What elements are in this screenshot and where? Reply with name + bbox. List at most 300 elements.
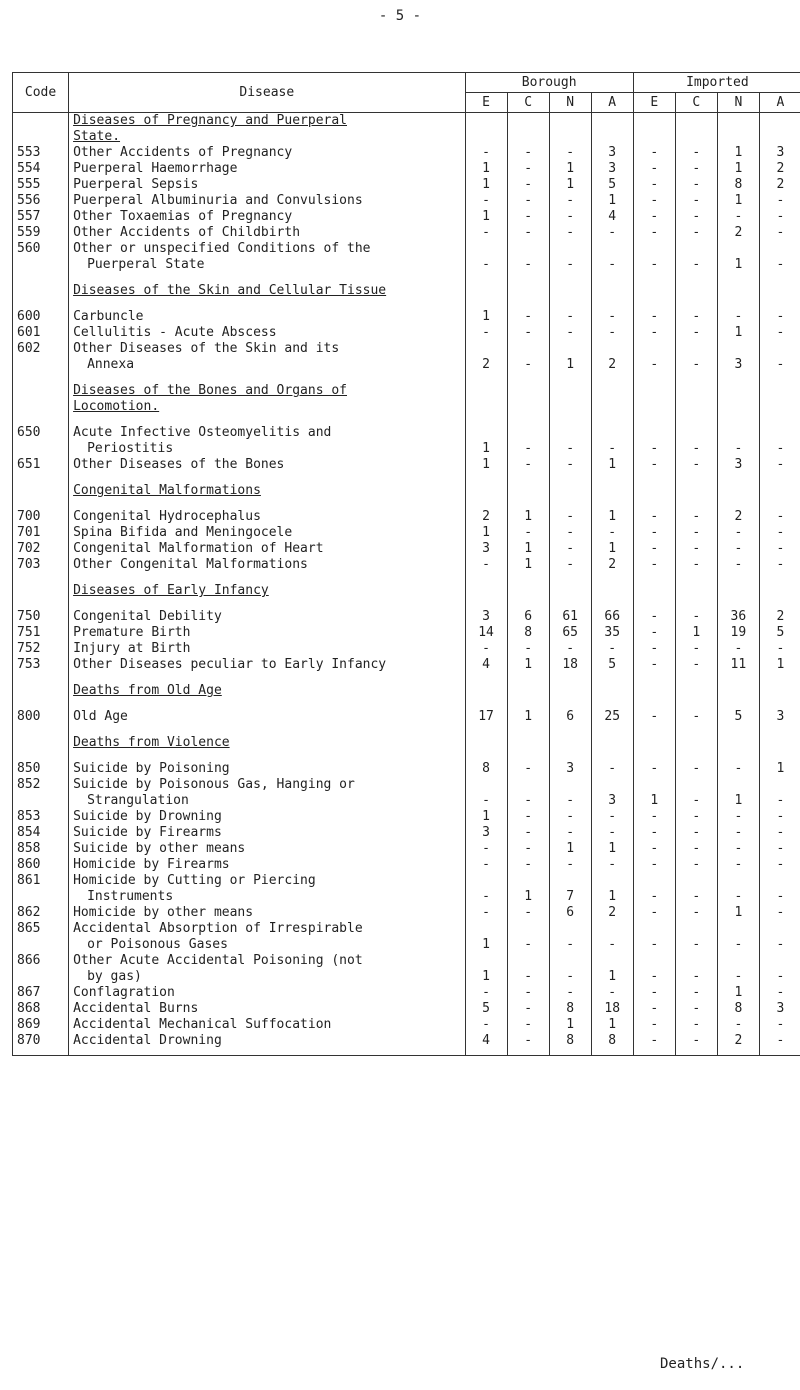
value-cell: -: [591, 525, 633, 541]
value-cell: [549, 953, 591, 969]
value-cell: [465, 573, 507, 583]
value-cell: 1: [759, 657, 800, 673]
disease-cell: Suicide by Poisonous Gas, Hanging or: [69, 777, 465, 793]
table-row: [13, 541, 800, 557]
value-cell: -: [465, 257, 507, 273]
value-cell: [633, 483, 675, 499]
value-cell: [507, 583, 549, 599]
disease-cell: Suicide by other means: [69, 841, 465, 857]
value-cell: -: [759, 1017, 800, 1033]
value-cell: 8: [507, 625, 549, 641]
value-cell: [591, 573, 633, 583]
section-heading-row: [13, 113, 800, 130]
value-cell: 2: [465, 509, 507, 525]
value-cell: [507, 283, 549, 299]
value-cell: [465, 415, 507, 425]
value-cell: -: [675, 525, 717, 541]
value-cell: [717, 699, 759, 709]
value-cell: -: [675, 225, 717, 241]
section-heading-text: Diseases of Pregnancy and Puerperal: [73, 113, 347, 128]
value-cell: [507, 299, 549, 309]
value-cell: [465, 283, 507, 299]
value-cell: [633, 921, 675, 937]
value-cell: -: [507, 761, 549, 777]
value-cell: -: [759, 825, 800, 841]
value-cell: [675, 373, 717, 383]
table-row: [13, 177, 800, 193]
value-cell: [465, 299, 507, 309]
value-cell: 2: [717, 509, 759, 525]
code-cell: [13, 299, 69, 309]
value-cell: [591, 425, 633, 441]
table-row: [13, 525, 800, 541]
value-cell: -: [591, 257, 633, 273]
disease-cell: Injury at Birth: [69, 641, 465, 657]
table-row: [13, 1001, 800, 1017]
value-cell: -: [549, 985, 591, 1001]
bottom-cell: [549, 1049, 591, 1056]
code-cell: [13, 889, 69, 905]
section-heading-text: Diseases of Early Infancy: [73, 583, 269, 598]
value-cell: -: [633, 161, 675, 177]
continuation-footer: Deaths/...: [660, 1356, 745, 1372]
value-cell: 2: [591, 357, 633, 373]
value-cell: -: [759, 809, 800, 825]
value-cell: [591, 599, 633, 609]
value-cell: -: [507, 209, 549, 225]
section-heading: [69, 383, 465, 399]
value-cell: -: [717, 889, 759, 905]
value-cell: [591, 241, 633, 257]
value-cell: -: [675, 841, 717, 857]
value-cell: [465, 241, 507, 257]
value-cell: -: [633, 857, 675, 873]
disease-cell: Puerperal Sepsis: [69, 177, 465, 193]
value-cell: [591, 383, 633, 399]
table-row: [13, 889, 800, 905]
value-cell: [507, 273, 549, 283]
value-cell: [759, 699, 800, 709]
value-cell: [759, 373, 800, 383]
value-cell: 6: [507, 609, 549, 625]
value-cell: 1: [549, 841, 591, 857]
value-cell: 5: [759, 625, 800, 641]
value-cell: [717, 399, 759, 415]
value-cell: [633, 573, 675, 583]
code-cell: 651: [13, 457, 69, 473]
spacer-row: [13, 373, 800, 383]
value-cell: -: [633, 309, 675, 325]
value-cell: -: [675, 905, 717, 921]
value-cell: -: [465, 193, 507, 209]
disease-cell: Accidental Mechanical Suffocation: [69, 1017, 465, 1033]
value-cell: [633, 273, 675, 283]
value-cell: -: [633, 761, 675, 777]
value-cell: [591, 283, 633, 299]
disease-cell: Cellulitis - Acute Abscess: [69, 325, 465, 341]
value-cell: -: [759, 193, 800, 209]
value-cell: [465, 599, 507, 609]
value-cell: [759, 241, 800, 257]
table-row: [13, 357, 800, 373]
disease-cell: Spina Bifida and Meningocele: [69, 525, 465, 541]
value-cell: -: [675, 161, 717, 177]
value-cell: -: [507, 225, 549, 241]
value-cell: [633, 953, 675, 969]
value-cell: [717, 383, 759, 399]
value-cell: [717, 299, 759, 309]
spacer-cell: [69, 415, 465, 425]
value-cell: -: [591, 985, 633, 1001]
value-cell: [549, 113, 591, 130]
value-cell: -: [675, 889, 717, 905]
value-cell: -: [633, 809, 675, 825]
value-cell: -: [717, 937, 759, 953]
value-cell: -: [549, 641, 591, 657]
value-cell: [759, 483, 800, 499]
value-cell: [591, 921, 633, 937]
value-cell: -: [507, 825, 549, 841]
value-cell: -: [675, 1017, 717, 1033]
value-cell: 2: [591, 905, 633, 921]
value-cell: -: [717, 209, 759, 225]
bottom-cell: [13, 1049, 69, 1056]
value-cell: 1: [717, 905, 759, 921]
code-cell: [13, 725, 69, 735]
disease-cell: Congenital Debility: [69, 609, 465, 625]
value-cell: [717, 241, 759, 257]
value-cell: [507, 921, 549, 937]
value-cell: [591, 953, 633, 969]
code-cell: 861: [13, 873, 69, 889]
value-cell: 1: [507, 657, 549, 673]
value-cell: -: [717, 825, 759, 841]
value-cell: 3: [591, 145, 633, 161]
value-cell: -: [507, 177, 549, 193]
value-cell: -: [507, 309, 549, 325]
value-cell: 1: [717, 325, 759, 341]
code-cell: 853: [13, 809, 69, 825]
value-cell: 66: [591, 609, 633, 625]
value-cell: -: [759, 1033, 800, 1049]
table-row: [13, 557, 800, 573]
bottom-cell: [69, 1049, 465, 1056]
value-cell: [759, 399, 800, 415]
value-cell: [591, 273, 633, 283]
value-cell: 65: [549, 625, 591, 641]
value-cell: [717, 873, 759, 889]
value-cell: -: [675, 541, 717, 557]
value-cell: [717, 499, 759, 509]
value-cell: -: [759, 889, 800, 905]
section-heading-text: Locomotion.: [73, 399, 160, 414]
value-cell: [717, 415, 759, 425]
value-cell: [549, 725, 591, 735]
column-header-a-imported: A: [759, 93, 800, 113]
value-cell: [549, 699, 591, 709]
section-heading-row: [13, 583, 800, 599]
value-cell: 3: [465, 825, 507, 841]
table-row: [13, 641, 800, 657]
code-cell: 560: [13, 241, 69, 257]
table-row: [13, 969, 800, 985]
value-cell: -: [675, 857, 717, 873]
value-cell: -: [549, 257, 591, 273]
code-cell: 869: [13, 1017, 69, 1033]
mortality-table: [12, 72, 800, 1056]
value-cell: -: [507, 641, 549, 657]
value-cell: -: [465, 889, 507, 905]
code-cell: [13, 283, 69, 299]
value-cell: -: [675, 657, 717, 673]
value-cell: 2: [465, 357, 507, 373]
value-cell: [717, 777, 759, 793]
value-cell: -: [759, 309, 800, 325]
table-row: [13, 825, 800, 841]
value-cell: -: [507, 145, 549, 161]
code-cell: 602: [13, 341, 69, 357]
value-cell: 1: [591, 889, 633, 905]
value-cell: [717, 129, 759, 145]
section-heading-row: [13, 283, 800, 299]
value-cell: -: [549, 809, 591, 825]
spacer-row: [13, 299, 800, 309]
value-cell: [549, 299, 591, 309]
value-cell: -: [717, 857, 759, 873]
value-cell: 1: [465, 937, 507, 953]
code-cell: 866: [13, 953, 69, 969]
code-cell: [13, 751, 69, 761]
value-cell: -: [549, 441, 591, 457]
value-cell: 3: [591, 161, 633, 177]
value-cell: 2: [759, 177, 800, 193]
section-heading: [69, 683, 465, 699]
bottom-cell: [507, 1049, 549, 1056]
section-heading-text: Deaths from Old Age: [73, 683, 222, 698]
value-cell: [675, 725, 717, 735]
imported-header: Imported: [633, 73, 800, 93]
disease-cell: Homicide by Firearms: [69, 857, 465, 873]
value-cell: [675, 499, 717, 509]
value-cell: [759, 599, 800, 609]
section-heading: [69, 399, 465, 415]
code-cell: 702: [13, 541, 69, 557]
value-cell: -: [633, 557, 675, 573]
code-cell: [13, 735, 69, 751]
value-cell: 8: [717, 177, 759, 193]
value-cell: [717, 341, 759, 357]
value-cell: 3: [465, 609, 507, 625]
value-cell: [465, 383, 507, 399]
value-cell: -: [507, 793, 549, 809]
value-cell: -: [507, 1001, 549, 1017]
code-cell: [13, 257, 69, 273]
section-heading-row: [13, 683, 800, 699]
value-cell: -: [549, 793, 591, 809]
value-cell: -: [759, 257, 800, 273]
spacer-cell: [69, 573, 465, 583]
value-cell: -: [507, 357, 549, 373]
code-cell: 559: [13, 225, 69, 241]
value-cell: 2: [717, 225, 759, 241]
value-cell: -: [465, 985, 507, 1001]
value-cell: 1: [465, 309, 507, 325]
table-row: [13, 193, 800, 209]
spacer-cell: [69, 299, 465, 309]
disease-cell: Congenital Malformation of Heart: [69, 541, 465, 557]
value-cell: 14: [465, 625, 507, 641]
value-cell: -: [717, 525, 759, 541]
value-cell: [591, 341, 633, 357]
table-row: [13, 657, 800, 673]
code-cell: [13, 499, 69, 509]
value-cell: [549, 599, 591, 609]
value-cell: -: [675, 1001, 717, 1017]
disease-cell: Suicide by Drowning: [69, 809, 465, 825]
value-cell: [675, 573, 717, 583]
spacer-row: [13, 673, 800, 683]
code-cell: 703: [13, 557, 69, 573]
code-cell: [13, 415, 69, 425]
value-cell: -: [507, 969, 549, 985]
disease-cell: or Poisonous Gases: [69, 937, 465, 953]
value-cell: -: [507, 841, 549, 857]
spacer-row: [13, 725, 800, 735]
code-cell: 553: [13, 145, 69, 161]
spacer-row: [13, 573, 800, 583]
code-cell: [13, 683, 69, 699]
value-cell: -: [465, 841, 507, 857]
value-cell: [759, 473, 800, 483]
value-cell: -: [633, 1001, 675, 1017]
disease-cell: Other Acute Accidental Poisoning (not: [69, 953, 465, 969]
page-number: - 5 -: [378, 8, 422, 24]
value-cell: [633, 341, 675, 357]
value-cell: 18: [549, 657, 591, 673]
disease-cell: Other Congenital Malformations: [69, 557, 465, 573]
value-cell: -: [675, 641, 717, 657]
value-cell: [633, 415, 675, 425]
value-cell: -: [717, 841, 759, 857]
value-cell: -: [507, 441, 549, 457]
value-cell: -: [507, 457, 549, 473]
value-cell: [633, 399, 675, 415]
code-cell: 862: [13, 905, 69, 921]
disease-header: Disease: [69, 73, 465, 113]
value-cell: [675, 425, 717, 441]
value-cell: [591, 483, 633, 499]
spacer-cell: [69, 751, 465, 761]
value-cell: -: [759, 541, 800, 557]
disease-cell: Congenital Hydrocephalus: [69, 509, 465, 525]
value-cell: [717, 921, 759, 937]
value-cell: -: [675, 177, 717, 193]
value-cell: 8: [465, 761, 507, 777]
value-cell: -: [633, 1017, 675, 1033]
value-cell: [759, 735, 800, 751]
column-header-n-imported: N: [717, 93, 759, 113]
value-cell: [549, 777, 591, 793]
value-cell: -: [675, 969, 717, 985]
bottom-cell: [591, 1049, 633, 1056]
code-cell: 555: [13, 177, 69, 193]
value-cell: [591, 735, 633, 751]
value-cell: 1: [549, 1017, 591, 1033]
value-cell: [759, 683, 800, 699]
value-cell: [633, 299, 675, 309]
value-cell: [675, 241, 717, 257]
value-cell: -: [633, 225, 675, 241]
disease-cell: Other or unspecified Conditions of the: [69, 241, 465, 257]
value-cell: 1: [759, 761, 800, 777]
value-cell: -: [759, 509, 800, 525]
table-row: [13, 937, 800, 953]
value-cell: [633, 383, 675, 399]
value-cell: -: [507, 525, 549, 541]
code-cell: 865: [13, 921, 69, 937]
value-cell: 3: [717, 357, 759, 373]
value-cell: 3: [591, 793, 633, 809]
code-cell: 700: [13, 509, 69, 525]
value-cell: [465, 425, 507, 441]
value-cell: [591, 129, 633, 145]
value-cell: [633, 735, 675, 751]
value-cell: -: [633, 609, 675, 625]
value-cell: -: [675, 709, 717, 725]
code-cell: 858: [13, 841, 69, 857]
value-cell: -: [591, 641, 633, 657]
value-cell: -: [759, 225, 800, 241]
value-cell: -: [633, 905, 675, 921]
table-row: [13, 209, 800, 225]
table-row: [13, 921, 800, 937]
code-cell: 601: [13, 325, 69, 341]
value-cell: [549, 735, 591, 751]
value-cell: -: [633, 641, 675, 657]
value-cell: -: [465, 325, 507, 341]
value-cell: -: [675, 557, 717, 573]
value-cell: 61: [549, 609, 591, 625]
table-row: [13, 873, 800, 889]
value-cell: [465, 499, 507, 509]
column-header-e-imported: E: [633, 93, 675, 113]
value-cell: 1: [717, 793, 759, 809]
disease-cell: Old Age: [69, 709, 465, 725]
value-cell: [717, 673, 759, 683]
value-cell: [759, 573, 800, 583]
value-cell: -: [675, 809, 717, 825]
code-cell: [13, 673, 69, 683]
value-cell: [759, 415, 800, 425]
value-cell: [675, 473, 717, 483]
value-cell: -: [633, 441, 675, 457]
table-row: [13, 241, 800, 257]
value-cell: 1: [507, 509, 549, 525]
code-cell: [13, 793, 69, 809]
value-cell: [549, 583, 591, 599]
disease-cell: Periostitis: [69, 441, 465, 457]
value-cell: 1: [507, 557, 549, 573]
value-cell: -: [675, 209, 717, 225]
value-cell: 25: [591, 709, 633, 725]
code-cell: [13, 129, 69, 145]
value-cell: -: [633, 657, 675, 673]
column-header-c-imported: C: [675, 93, 717, 113]
value-cell: 1: [717, 193, 759, 209]
value-cell: [549, 921, 591, 937]
value-cell: -: [591, 761, 633, 777]
value-cell: [465, 751, 507, 761]
